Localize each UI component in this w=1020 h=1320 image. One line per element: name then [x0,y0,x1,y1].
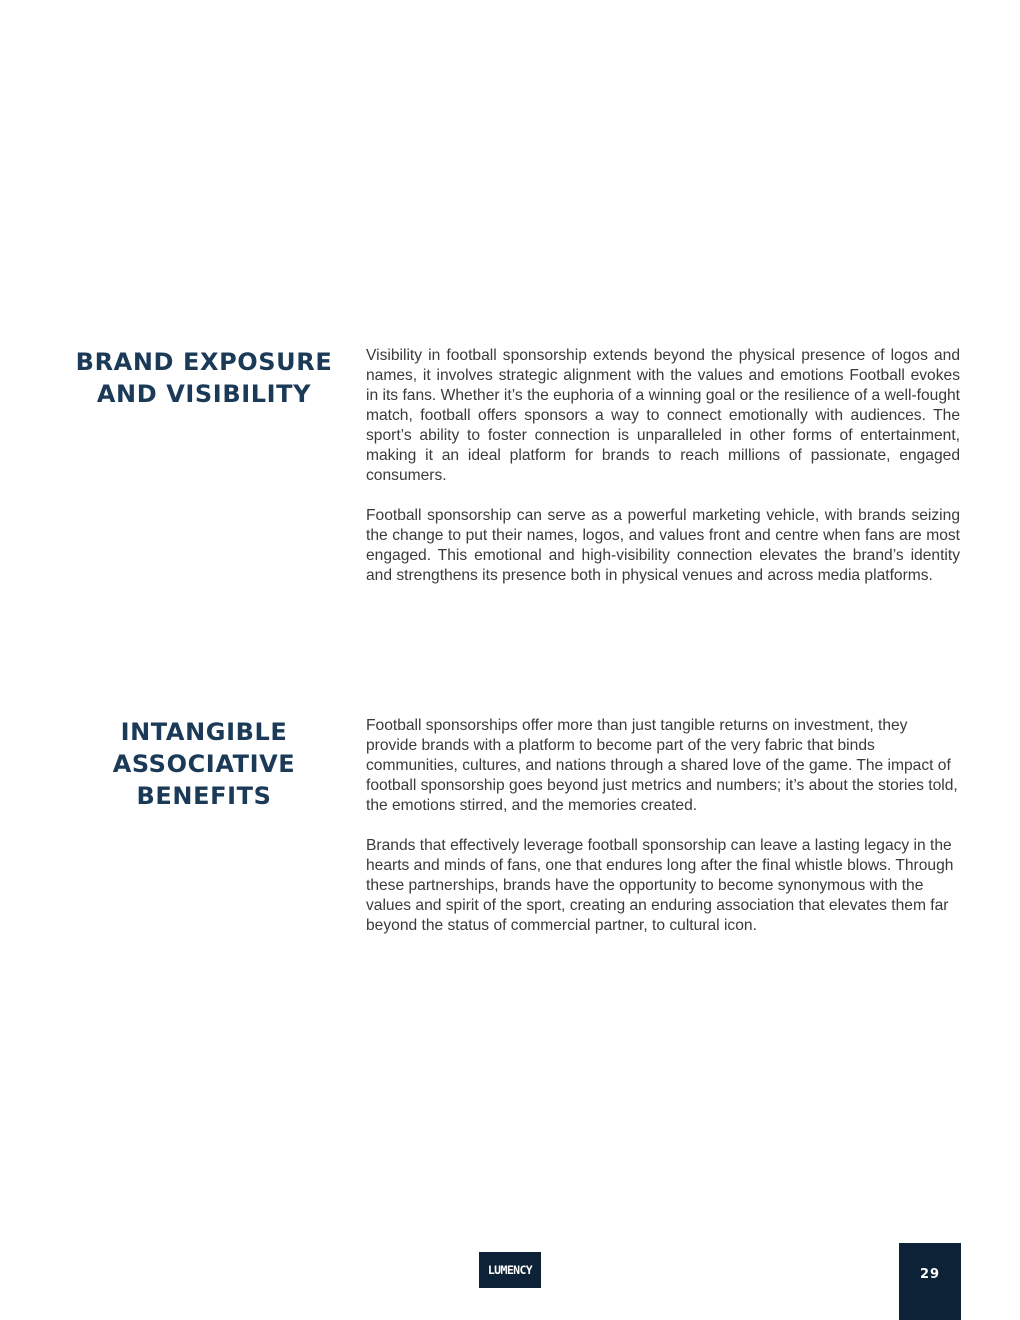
paragraph: Visibility in football sponsorship extends beyond the physical presence of logos and names, it involves strategic alignment with the values and emotions Football evokes in its fans. Whether it’s the euphoria of a winning goal or the resilience of a well-fought match, football offers sponsors a way to connect emotionally with audiences. The sport’s ability to foster connection is unparalleled in other forms of entertainment, making it an ideal platform for brands to reach millions of passionate, engaged consumers. [366,347,960,484]
section-heading: BRAND EXPOSURE AND VISIBILITY [75,348,333,408]
lumency-logo: LUMENCY [479,1252,541,1288]
section-heading: INTANGIBLE ASSOCIATIVE BENEFITS [112,718,296,810]
paragraph: Football sponsorships offer more than just tangible returns on investment, they provide brands with a platform to become part of the very fabric that binds communities, cultures, and nations through a shared love of the game. The impact of football sponsorship goes beyond just metrics and numbers; it’s about the stories told, the emotions stirred, and the memories created. [366,717,958,814]
paragraph: Brands that effectively leverage football sponsorship can leave a lasting legacy in the hearts and minds of fans, one that endures long after the final whistle blows. Through these partnerships, brands have the opportunity to become synonymous with the values and spirit of the sport, creating an enduring association that elevates them far beyond the status of commercial partner, to cultural icon. [366,837,954,934]
paragraph: Football sponsorship can serve as a powerful marketing vehicle, with brands seizing the change to put their names, logos, and values front and centre when fans are most engaged. This emotional and high-visibility connection elevates the brand’s identity and strengthens its presence both in physical venues and across media platforms. [366,507,960,584]
section-body [366,346,960,606]
page-number-badge: 29 [899,1243,961,1320]
section-body [366,716,960,956]
